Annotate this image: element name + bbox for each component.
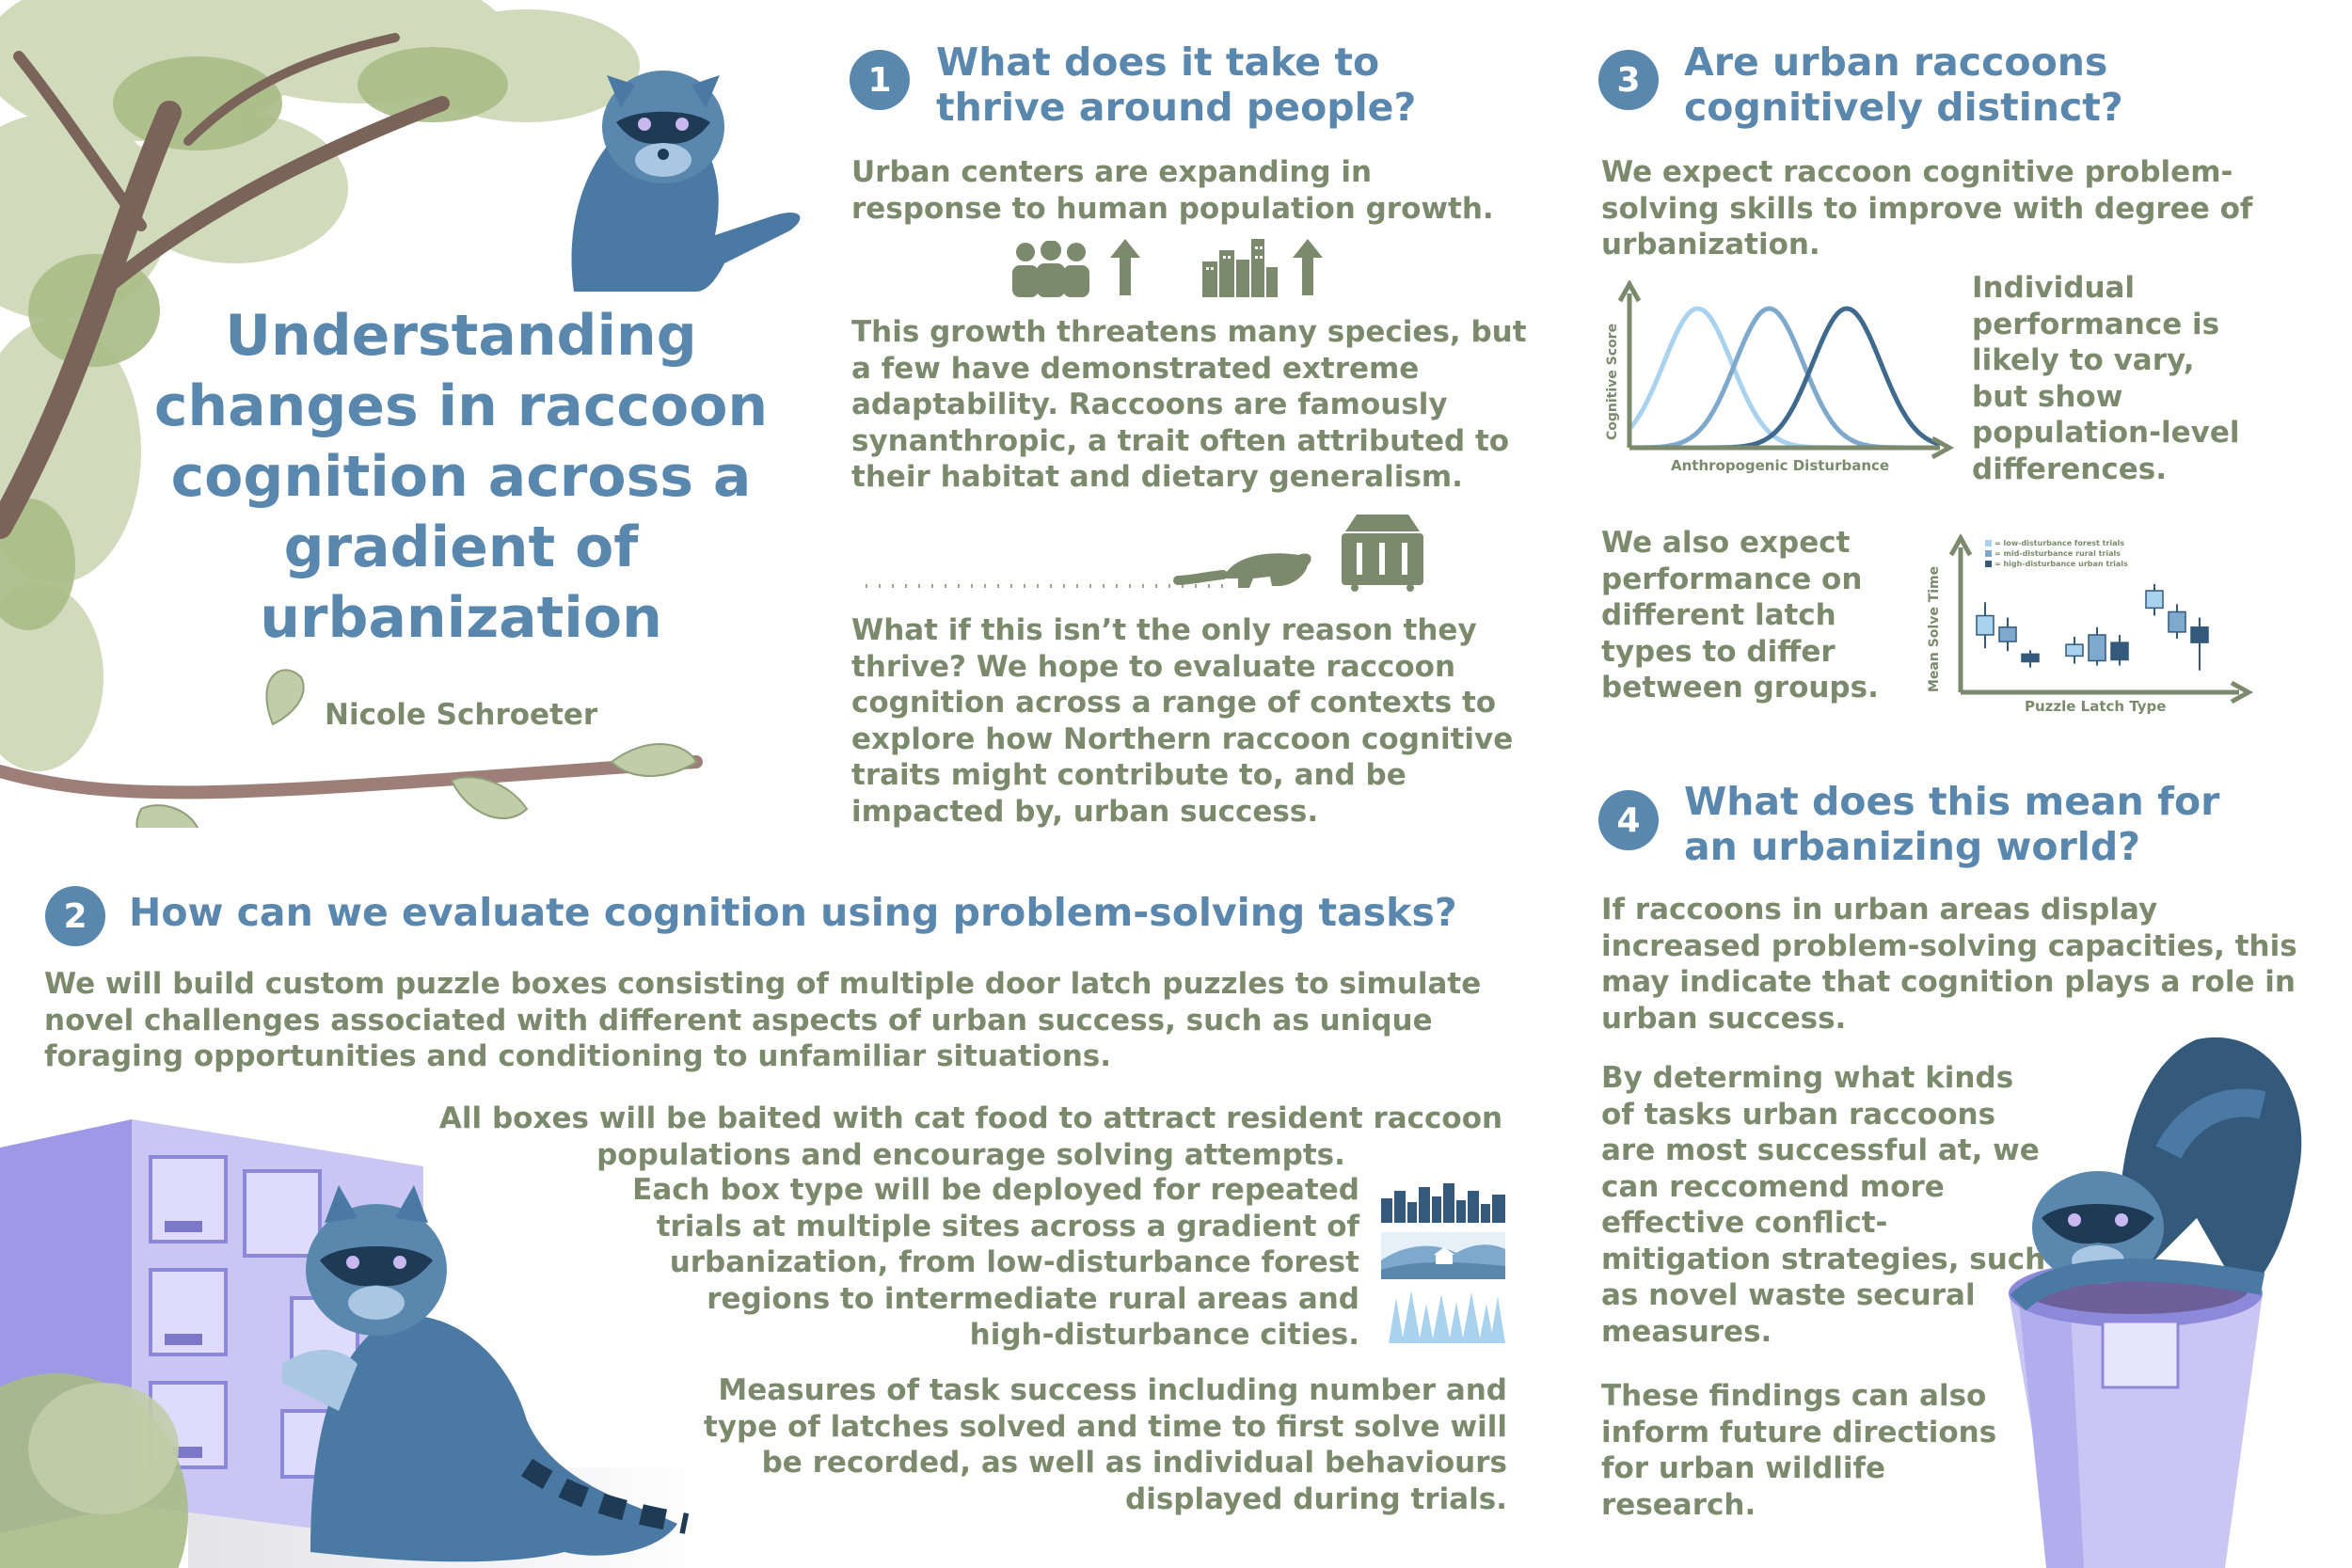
- section4-para3: These findings can also inform future directions for urban wildlife research.: [1601, 1379, 1997, 1522]
- section2-para2: All boxes will be baited with cat food to attract resident raccoon populations and encourage solving attempts.: [438, 1101, 1503, 1172]
- city-buildings-icon: [1202, 233, 1278, 297]
- legend-label-2: = mid-disturbance rural trials: [1994, 549, 2122, 558]
- curve-chart-ylabel: Cognitive Score: [1605, 323, 1620, 440]
- box-1-3: [2022, 654, 2039, 661]
- legend-swatch-2: [1985, 550, 1992, 557]
- up-arrow-icon: [1108, 237, 1142, 297]
- box-chart-xlabel: Puzzle Latch Type: [2025, 698, 2167, 715]
- section1-para3: What if this isn’t the only reason they thrive? We hope to evaluate raccoon cognition across a range of contexts to explore how Northern raccoon cognitive traits might contribute to, and be impacted by, urban success.: [851, 613, 1514, 829]
- curve-chart-xlabel: Anthropogenic Disturbance: [1671, 457, 1890, 474]
- puzzle-box-raccoon-illustration: [0, 1110, 715, 1568]
- section4-para2: By determing what kinds of tasks urban raccoons are most successful at, we can reccomend more effective conflict-mitigation strategies, such as novel waste secural measures.: [1601, 1061, 2046, 1349]
- forest-icon: [1381, 1291, 1505, 1343]
- legend-label-3: = high-disturbance urban trials: [1994, 560, 2128, 568]
- box-1-2: [1999, 627, 2016, 641]
- section2-number: 2: [45, 886, 105, 946]
- box-3-1: [2146, 591, 2163, 608]
- section2-heading: How can we evaluate cognition using problem-solving tasks?: [129, 890, 1457, 935]
- section2-para3: Each box type will be deployed for repeated trials at multiple sites across a gradient of urbanization, from low-disturbance forest regions to intermediate rural areas and high-disturbance cities.: [632, 1173, 1359, 1352]
- section1-heading: What does it take to thrive around people?: [936, 40, 1417, 130]
- poster-title: Understanding changes in raccoon cognition across a gradient of urbanization: [153, 303, 769, 651]
- box-2-2: [2089, 635, 2106, 661]
- section3-para2: We also expect performance on different latch types to differ between groups.: [1601, 526, 1879, 705]
- latch-boxplot-chart: [1919, 534, 2258, 722]
- raccoon-icon: [866, 513, 1317, 597]
- box-chart-ylabel: Mean Solve Time: [1927, 565, 1942, 692]
- section3-side-text: Individual performance is likely to vary, but show population-level differences.: [1972, 271, 2240, 486]
- raccoon-pointing-illustration: [527, 56, 818, 292]
- section4-heading: What does this mean for an urbanizing world?: [1684, 779, 2220, 869]
- section3-heading: Are urban raccoons cognitively distinct?: [1684, 40, 2123, 130]
- box-2-1: [2066, 644, 2083, 656]
- section1-para2: This growth threatens many species, but a few have demonstrated extreme adaptability. Raccoons are famously synanthropic, a trait often attributed to their habitat and dietary generalism.: [851, 315, 1527, 494]
- curve-series-1: [1629, 309, 1940, 448]
- box-3-3: [2191, 627, 2208, 642]
- rural-landscape-icon: [1381, 1232, 1505, 1279]
- people-icon: [1009, 241, 1093, 297]
- legend-label-1: = low-disturbance forest trials: [1994, 539, 2125, 547]
- box-2-3: [2111, 642, 2128, 659]
- section3-number: 3: [1598, 50, 1659, 110]
- section4-para1: If raccoons in urban areas display increased problem-solving capacities, this may indicate that cognition plays a role in urban success.: [1601, 893, 2297, 1036]
- city-skyline-icon: [1381, 1183, 1505, 1223]
- section2-para4: Measures of task success including number and type of latches solved and time to first solve will be recorded, as well as individual behaviours displayed during trials.: [704, 1373, 1507, 1516]
- box-1-1: [1977, 616, 1994, 635]
- section3-para1: We expect raccoon cognitive problem-solving skills to improve with degree of urbanization.: [1601, 155, 2253, 261]
- author-name: Nicole Schroeter: [325, 698, 598, 732]
- legend-swatch-3: [1985, 561, 1992, 567]
- box-3-2: [2169, 611, 2185, 631]
- dumpster-icon: [1338, 513, 1427, 593]
- up-arrow-icon-2: [1291, 237, 1325, 297]
- section2-para1: We will build custom puzzle boxes consisting of multiple door latch puzzles to simulate novel challenges associated with different aspects of urban success, such as unique foraging opportunities and conditioning to unfamiliar situations.: [44, 967, 1482, 1073]
- cognition-curve-chart: [1599, 280, 1957, 478]
- section4-number: 4: [1598, 790, 1659, 850]
- section1-para1: Urban centers are expanding in response to human population growth.: [851, 155, 1494, 226]
- section1-number: 1: [850, 50, 910, 110]
- legend-swatch-1: [1985, 540, 1992, 546]
